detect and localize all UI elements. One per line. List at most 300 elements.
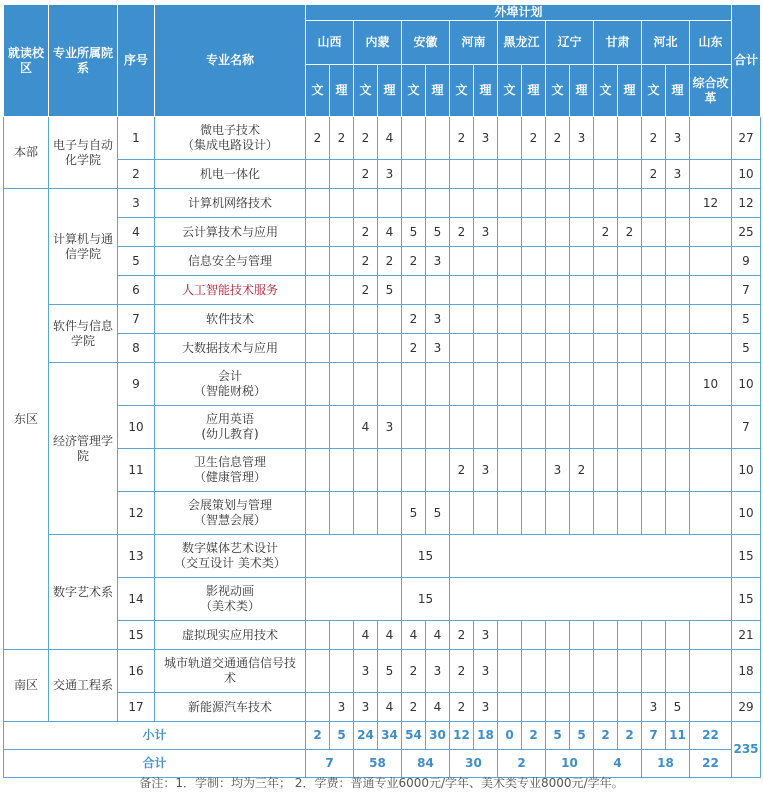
- major-cell: 信息安全与管理: [155, 247, 306, 276]
- subtotal-cell: 2: [594, 722, 618, 750]
- plan-cell: [354, 189, 378, 218]
- plan-cell: [546, 363, 570, 406]
- header-wen: 文: [498, 65, 522, 117]
- plan-cell: 3: [474, 621, 498, 650]
- plan-cell: [522, 693, 546, 722]
- plan-cell: [474, 406, 498, 449]
- header-li: 理: [378, 65, 402, 117]
- subtotal-cell: 5: [546, 722, 570, 750]
- plan-cell: [522, 363, 546, 406]
- plan-cell: 2: [450, 693, 474, 722]
- plan-cell: [450, 247, 474, 276]
- plan-cell: [306, 247, 330, 276]
- plan-cell: [306, 189, 330, 218]
- subtotal-row: [4, 722, 761, 750]
- plan-cell: [618, 363, 642, 406]
- plan-cell: [522, 247, 546, 276]
- major-cell: 应用英语 (幼儿教育): [155, 406, 306, 449]
- plan-cell: [522, 160, 546, 189]
- plan-cell: 4: [354, 406, 378, 449]
- seq-cell: 2: [118, 160, 155, 189]
- plan-cell: [618, 334, 642, 363]
- plan-cell: [690, 218, 732, 247]
- plan-cell: [402, 160, 426, 189]
- major-cell: 卫生信息管理 （健康管理）: [155, 449, 306, 492]
- table-row: [4, 621, 761, 650]
- header-li: 理: [522, 65, 546, 117]
- plan-cell: [618, 305, 642, 334]
- plan-cell: [330, 189, 354, 218]
- header-province: 山西: [306, 21, 354, 65]
- plan-cell: 2: [450, 650, 474, 693]
- plan-cell: 2: [354, 117, 378, 160]
- seq-cell: 13: [118, 535, 155, 578]
- plan-cell: [378, 492, 402, 535]
- header-province: 河北: [642, 21, 690, 65]
- plan-cell: [498, 276, 522, 305]
- subtotal-cell: 24: [354, 722, 378, 750]
- plan-cell: [498, 492, 522, 535]
- plan-cell: [690, 406, 732, 449]
- plan-cell: [330, 363, 354, 406]
- subtotal-cell: 18: [474, 722, 498, 750]
- plan-cell: [690, 160, 732, 189]
- plan-cell: [450, 305, 474, 334]
- seq-cell: 16: [118, 650, 155, 693]
- plan-cell: [690, 334, 732, 363]
- plan-cell: 2: [402, 334, 426, 363]
- plan-cell: [498, 363, 522, 406]
- plan-cell: 2: [402, 305, 426, 334]
- table-row: [4, 276, 761, 305]
- plan-cell: 5: [402, 218, 426, 247]
- plan-cell: [474, 492, 498, 535]
- header-wen: 文: [594, 65, 618, 117]
- plan-cell: [522, 449, 546, 492]
- plan-cell: 12: [690, 189, 732, 218]
- plan-cell: [522, 406, 546, 449]
- table-row: [4, 578, 761, 621]
- table-row: [4, 693, 761, 722]
- plan-cell: 2: [522, 117, 546, 160]
- plan-cell: 2: [546, 117, 570, 160]
- plan-cell: [666, 492, 690, 535]
- grand-province-cell: 4: [594, 750, 642, 778]
- plan-cell: 2: [330, 117, 354, 160]
- plan-cell: [570, 160, 594, 189]
- plan-cell: [450, 160, 474, 189]
- plan-cell: 2: [354, 218, 378, 247]
- table-row: [4, 650, 761, 693]
- subtotal-cell: 2: [522, 722, 546, 750]
- campus-cell: 南区: [4, 650, 49, 722]
- major-cell: 计算机网络技术: [155, 189, 306, 218]
- plan-cell: [306, 578, 402, 621]
- plan-cell: [594, 334, 618, 363]
- plan-cell: [594, 621, 618, 650]
- plan-cell: [498, 449, 522, 492]
- footnote: 备注：1．学制：均为三年； 2．学费：普通专业6000元/学年、美术类专业8000元/学年。: [139, 776, 624, 790]
- plan-cell: 3: [354, 693, 378, 722]
- plan-cell: [546, 334, 570, 363]
- plan-cell: 3: [474, 218, 498, 247]
- plan-cell: [498, 305, 522, 334]
- plan-cell: [570, 276, 594, 305]
- major-cell: 机电一体化: [155, 160, 306, 189]
- plan-cell: [450, 363, 474, 406]
- plan-cell: [498, 334, 522, 363]
- header-province: 甘肃: [594, 21, 642, 65]
- plan-cell: [522, 305, 546, 334]
- plan-cell: 2: [450, 218, 474, 247]
- plan-cell: [426, 189, 450, 218]
- plan-cell: 5: [378, 276, 402, 305]
- plan-cell: 4: [378, 693, 402, 722]
- subtotal-cell: 0: [498, 722, 522, 750]
- plan-cell: [426, 363, 450, 406]
- subtotal-cell: 54: [402, 722, 426, 750]
- header-wen: 文: [450, 65, 474, 117]
- plan-cell: [498, 218, 522, 247]
- major-cell: 数字媒体艺术设计 （交互设计 美术类）: [155, 535, 306, 578]
- plan-cell: [618, 621, 642, 650]
- grand-province-cell: 58: [354, 750, 402, 778]
- plan-cell: [594, 247, 618, 276]
- major-cell: 云计算技术与应用: [155, 218, 306, 247]
- seq-cell: 17: [118, 693, 155, 722]
- header-row-1: [4, 5, 761, 21]
- plan-cell: [642, 334, 666, 363]
- plan-cell: [594, 406, 618, 449]
- plan-cell: [570, 189, 594, 218]
- plan-cell: [642, 218, 666, 247]
- plan-cell: [618, 117, 642, 160]
- header-wen: 文: [642, 65, 666, 117]
- plan-cell: [570, 693, 594, 722]
- plan-cell: [306, 334, 330, 363]
- plan-cell: 2: [642, 160, 666, 189]
- plan-cell: [498, 621, 522, 650]
- plan-cell: [450, 189, 474, 218]
- table-row: [4, 117, 761, 160]
- plan-cell: 3: [666, 160, 690, 189]
- plan-cell: [378, 449, 402, 492]
- plan-cell-merged: 15: [402, 578, 450, 621]
- row-total-cell: 21: [732, 621, 761, 650]
- table-row: [4, 247, 761, 276]
- subtotal-cell: 12: [450, 722, 474, 750]
- subtotal-cell: 34: [378, 722, 402, 750]
- plan-cell: [618, 189, 642, 218]
- plan-cell: [330, 621, 354, 650]
- plan-cell: 2: [354, 160, 378, 189]
- plan-cell: [402, 117, 426, 160]
- plan-cell: [666, 449, 690, 492]
- plan-cell: [330, 276, 354, 305]
- plan-cell: 5: [402, 492, 426, 535]
- plan-cell: [618, 276, 642, 305]
- plan-cell: 2: [642, 117, 666, 160]
- plan-cell: [570, 650, 594, 693]
- plan-cell: [570, 363, 594, 406]
- table-row: [4, 363, 761, 406]
- plan-cell: [522, 650, 546, 693]
- seq-cell: 11: [118, 449, 155, 492]
- plan-cell: [306, 406, 330, 449]
- plan-cell: [642, 449, 666, 492]
- plan-cell: [690, 650, 732, 693]
- major-cell: 会展策划与管理 （智慧会展）: [155, 492, 306, 535]
- plan-cell: 3: [474, 693, 498, 722]
- plan-cell: [474, 363, 498, 406]
- plan-cell: 3: [378, 406, 402, 449]
- plan-cell: [642, 650, 666, 693]
- seq-cell: 4: [118, 218, 155, 247]
- row-total-cell: 7: [732, 276, 761, 305]
- plan-cell: [546, 693, 570, 722]
- header-plan: 外埠计划: [306, 5, 732, 21]
- subtotal-cell: 2: [618, 722, 642, 750]
- seq-cell: 14: [118, 578, 155, 621]
- plan-cell: [522, 218, 546, 247]
- major-cell: 人工智能技术服务: [155, 276, 306, 305]
- header-shandong-sub: 综合改革: [690, 65, 732, 117]
- plan-cell: [450, 492, 474, 535]
- plan-cell: [306, 492, 330, 535]
- plan-cell: [426, 449, 450, 492]
- plan-cell: [306, 160, 330, 189]
- table-row: [4, 305, 761, 334]
- plan-cell: [306, 693, 330, 722]
- plan-cell: [642, 189, 666, 218]
- plan-cell: [594, 160, 618, 189]
- header-li: 理: [330, 65, 354, 117]
- plan-cell: 5: [426, 218, 450, 247]
- row-total-cell: 10: [732, 449, 761, 492]
- plan-cell: [690, 492, 732, 535]
- row-total-cell: 9: [732, 247, 761, 276]
- plan-cell: [546, 218, 570, 247]
- plan-cell: [690, 117, 732, 160]
- table-row: [4, 189, 761, 218]
- plan-cell: [378, 363, 402, 406]
- major-cell: 城市轨道交通通信信号技 术: [155, 650, 306, 693]
- plan-cell: [666, 363, 690, 406]
- plan-cell: [594, 363, 618, 406]
- header-wen: 文: [354, 65, 378, 117]
- plan-cell: [594, 449, 618, 492]
- header-li: 理: [666, 65, 690, 117]
- plan-cell: 3: [666, 117, 690, 160]
- plan-cell: [330, 247, 354, 276]
- plan-cell: [330, 449, 354, 492]
- plan-cell: 2: [354, 247, 378, 276]
- header-campus: 就读校区: [4, 5, 49, 117]
- major-cell: 虚拟现实应用技术: [155, 621, 306, 650]
- subtotal-cell: 11: [666, 722, 690, 750]
- plan-cell: 3: [474, 117, 498, 160]
- plan-cell: [642, 276, 666, 305]
- plan-cell: [594, 189, 618, 218]
- plan-cell: [450, 406, 474, 449]
- grand-label: 合计: [4, 750, 306, 778]
- plan-cell: 4: [378, 117, 402, 160]
- plan-cell: [570, 492, 594, 535]
- grand-total-cell: 235: [732, 722, 761, 778]
- plan-cell: [330, 218, 354, 247]
- dept-cell: 数字艺术系: [49, 535, 118, 650]
- row-total-cell: 10: [732, 492, 761, 535]
- grand-province-cell: 22: [690, 750, 732, 778]
- plan-cell: 10: [690, 363, 732, 406]
- plan-cell: 2: [594, 218, 618, 247]
- plan-cell: [570, 247, 594, 276]
- plan-cell: [474, 247, 498, 276]
- plan-cell: [330, 160, 354, 189]
- plan-cell: 3: [426, 334, 450, 363]
- row-total-cell: 10: [732, 363, 761, 406]
- plan-cell: 4: [378, 218, 402, 247]
- plan-cell: [546, 305, 570, 334]
- major-cell: 会计 （智能财税）: [155, 363, 306, 406]
- plan-cell: 2: [402, 650, 426, 693]
- plan-cell: 3: [642, 693, 666, 722]
- campus-cell: 东区: [4, 189, 49, 650]
- plan-cell: [330, 650, 354, 693]
- plan-cell: [426, 406, 450, 449]
- plan-cell: 3: [474, 650, 498, 693]
- header-li: 理: [426, 65, 450, 117]
- grand-province-cell: 84: [402, 750, 450, 778]
- plan-cell: [642, 247, 666, 276]
- plan-cell: [306, 305, 330, 334]
- plan-cell: [498, 406, 522, 449]
- header-li: 理: [618, 65, 642, 117]
- plan-cell: [402, 363, 426, 406]
- dept-cell: 交通工程系: [49, 650, 118, 722]
- plan-cell: [546, 650, 570, 693]
- plan-cell: 2: [450, 117, 474, 160]
- plan-cell: [378, 189, 402, 218]
- plan-cell: [690, 276, 732, 305]
- plan-cell: 3: [546, 449, 570, 492]
- dept-cell: 经济管理学院: [49, 363, 118, 535]
- plan-cell: [666, 218, 690, 247]
- plan-cell: [450, 535, 732, 578]
- plan-cell: [618, 650, 642, 693]
- plan-cell: [306, 535, 402, 578]
- dept-cell: 软件与信息学院: [49, 305, 118, 363]
- header-province: 安徽: [402, 21, 450, 65]
- plan-cell: [618, 160, 642, 189]
- plan-cell: [666, 189, 690, 218]
- plan-cell: 2: [450, 621, 474, 650]
- table-row: [4, 449, 761, 492]
- plan-cell: [666, 334, 690, 363]
- seq-cell: 6: [118, 276, 155, 305]
- plan-cell: 2: [618, 218, 642, 247]
- table-row: [4, 406, 761, 449]
- row-total-cell: 5: [732, 305, 761, 334]
- plan-cell: 5: [666, 693, 690, 722]
- plan-cell: [498, 189, 522, 218]
- plan-cell: [402, 406, 426, 449]
- major-cell: 大数据技术与应用: [155, 334, 306, 363]
- plan-cell: 4: [378, 621, 402, 650]
- plan-cell: [306, 449, 330, 492]
- plan-cell: [354, 305, 378, 334]
- plan-cell: [690, 305, 732, 334]
- grand-province-cell: 7: [306, 750, 354, 778]
- seq-cell: 9: [118, 363, 155, 406]
- table-row: [4, 334, 761, 363]
- plan-cell: 2: [306, 117, 330, 160]
- plan-cell: [522, 621, 546, 650]
- plan-cell: [594, 276, 618, 305]
- row-total-cell: 29: [732, 693, 761, 722]
- plan-cell: [570, 406, 594, 449]
- plan-cell: [618, 492, 642, 535]
- plan-cell: [450, 578, 732, 621]
- subtotal-cell: 22: [690, 722, 732, 750]
- plan-cell: [546, 189, 570, 218]
- row-total-cell: 15: [732, 578, 761, 621]
- seq-cell: 1: [118, 117, 155, 160]
- plan-cell: [522, 276, 546, 305]
- plan-cell: [594, 305, 618, 334]
- plan-cell: 3: [426, 247, 450, 276]
- plan-cell: [330, 305, 354, 334]
- plan-cell: 2: [378, 247, 402, 276]
- header-province: 黑龙江: [498, 21, 546, 65]
- subtotal-cell: 5: [330, 722, 354, 750]
- plan-cell: 2: [450, 449, 474, 492]
- table-row: [4, 218, 761, 247]
- plan-cell: [546, 160, 570, 189]
- row-total-cell: 15: [732, 535, 761, 578]
- plan-cell: [522, 334, 546, 363]
- plan-cell: [618, 406, 642, 449]
- plan-cell: [354, 492, 378, 535]
- subtotal-label: 小计: [4, 722, 306, 750]
- plan-cell: [546, 276, 570, 305]
- plan-cell: [522, 492, 546, 535]
- row-total-cell: 7: [732, 406, 761, 449]
- plan-cell: [546, 247, 570, 276]
- header-major: 专业名称: [155, 5, 306, 117]
- plan-cell: [618, 693, 642, 722]
- header-seq: 序号: [118, 5, 155, 117]
- campus-cell: 本部: [4, 117, 49, 189]
- plan-cell: 3: [426, 650, 450, 693]
- plan-cell: 3: [570, 117, 594, 160]
- plan-cell: [498, 693, 522, 722]
- subtotal-cell: 5: [570, 722, 594, 750]
- plan-cell: [330, 406, 354, 449]
- plan-cell: [642, 305, 666, 334]
- plan-cell: [498, 650, 522, 693]
- header-li: 理: [474, 65, 498, 117]
- plan-cell: 3: [378, 160, 402, 189]
- dept-cell: 电子与自动化学院: [49, 117, 118, 189]
- plan-cell: [666, 621, 690, 650]
- seq-cell: 12: [118, 492, 155, 535]
- plan-cell: [354, 449, 378, 492]
- plan-cell: [378, 305, 402, 334]
- plan-cell: [498, 247, 522, 276]
- plan-cell: [594, 693, 618, 722]
- grand-province-cell: 30: [450, 750, 498, 778]
